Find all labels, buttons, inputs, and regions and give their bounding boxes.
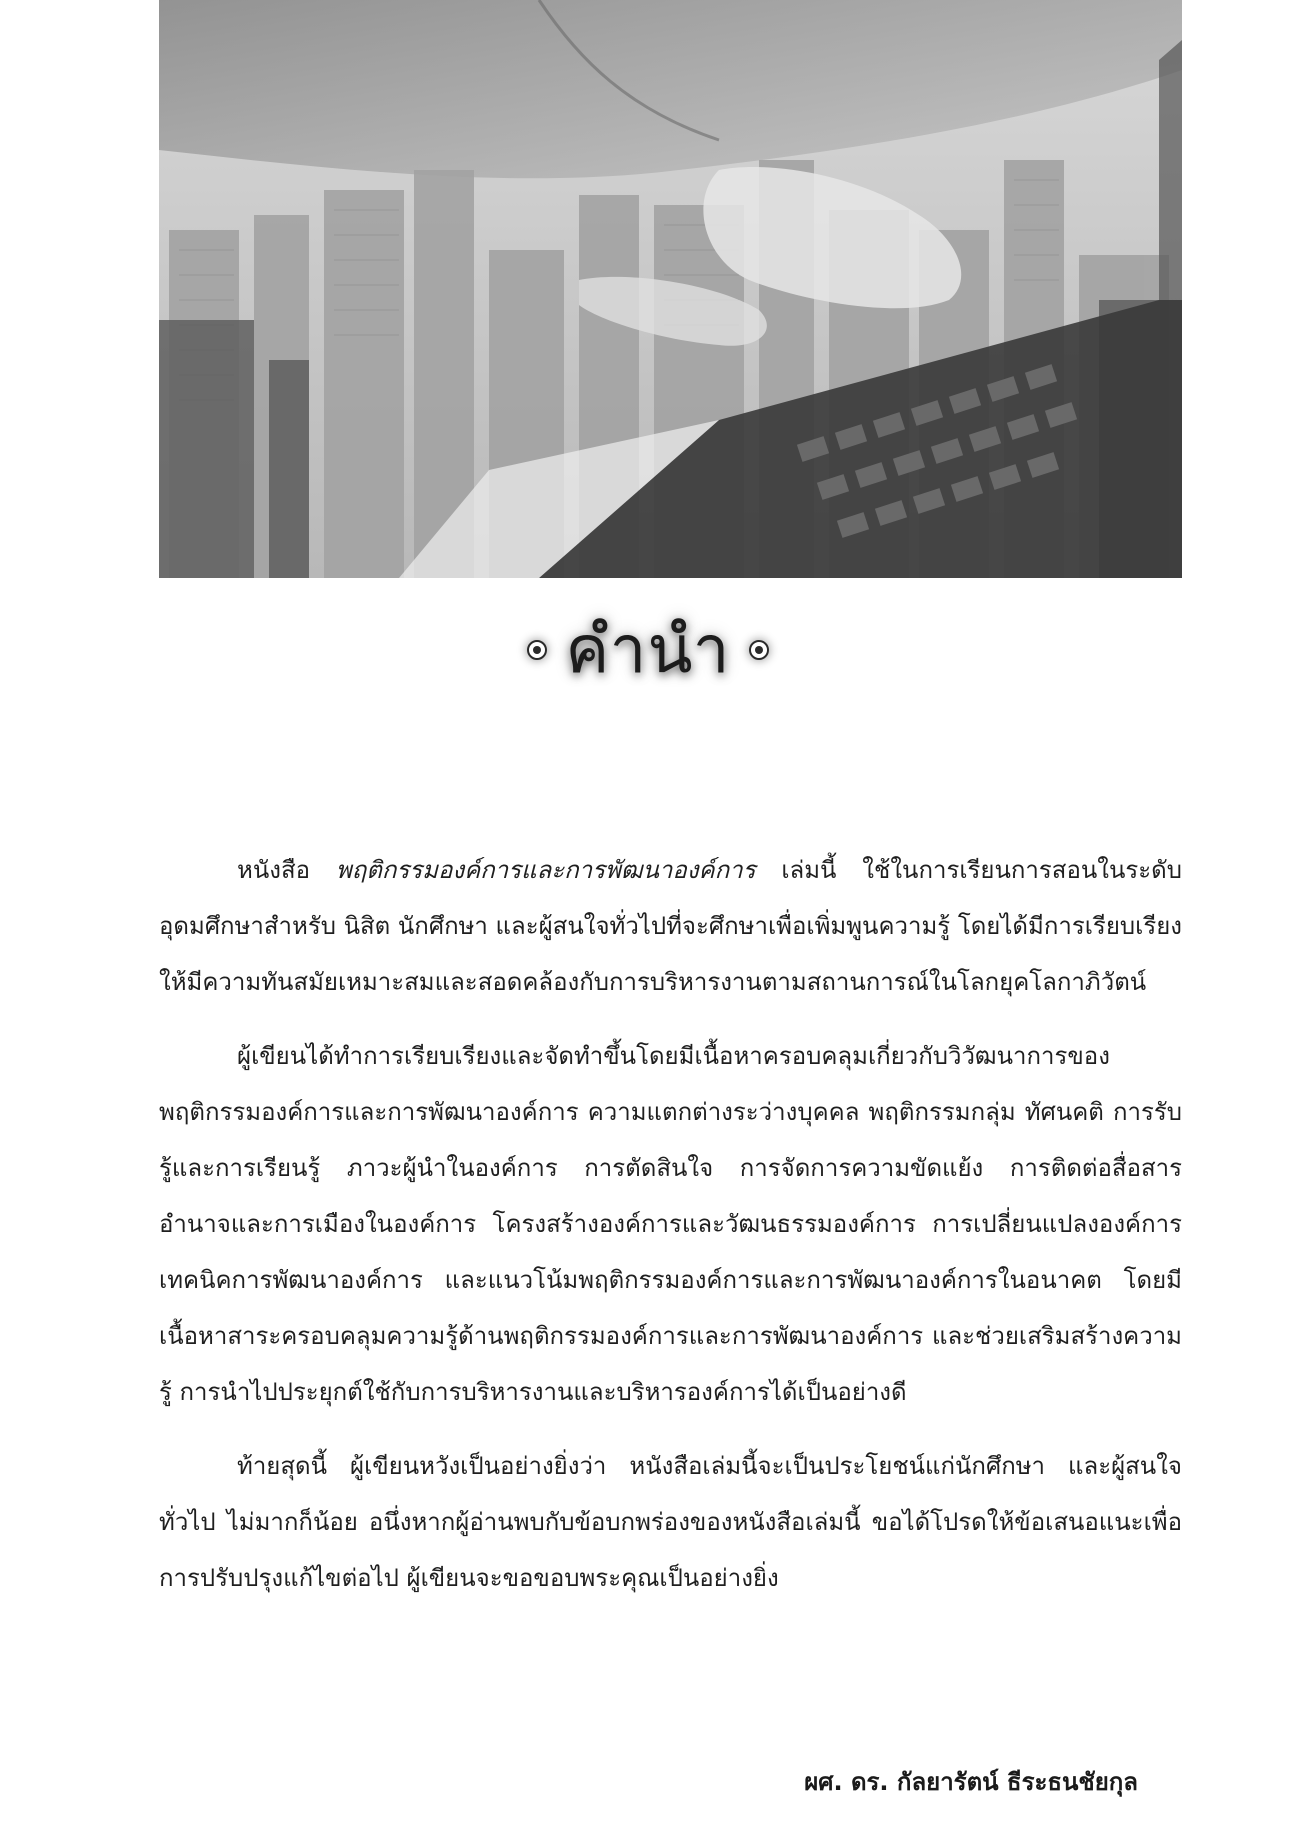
bullet-right-icon — [749, 640, 769, 660]
page-title: คำนำ — [565, 611, 731, 688]
paragraph-1-lead: หนังสือ — [237, 856, 336, 884]
bullet-left-icon — [527, 640, 547, 660]
header-photo — [159, 0, 1182, 578]
paragraph-3: ท้ายสุดนี้ ผู้เขียนหวังเป็นอย่างยิ่งว่า หนังสือเล่มนี้จะเป็นประโยชน์แก่นักศึกษา และผู้สนใจทั่วไป ไม่มากก็น้อย อนึ่งหากผู้อ่านพบกับข้อบกพร่องของหนังสือเล่มนี้ ขอได้โปรดให้ข้อเสนอแนะเพื่อการปรับปรุงแก้ไขต่อไป ผู้เขียนจะขอขอบพระคุณเป็นอย่างยิ่ง — [159, 1452, 1182, 1592]
preface-body — [159, 842, 1182, 1624]
paragraph-1-rest: เล่มนี้ ใช้ในการเรียนการสอนในระดับอุดมศึกษาสำหรับ นิสิต นักศึกษา และผู้สนใจทั่วไปที่จะศึกษาเพื่อเพิ่มพูนความรู้ โดยได้มีการเรียบเรียงให้มีความทันสมัยเหมาะสมและสอดคล้องกับการบริหารงานตามสถานการณ์ในโลกยุคโลกาภิวัตน์ — [159, 856, 1182, 996]
city-keyboard-illustration — [159, 0, 1182, 578]
paragraph-1 — [159, 842, 1182, 1010]
paragraph-2: ผู้เขียนได้ทำการเรียบเรียงและจัดทำขึ้นโดยมีเนื้อหาครอบคลุมเกี่ยวกับวิวัฒนาการของพฤติกรรมองค์การและการพัฒนาองค์การ ความแตกต่างระว่างบุคคล พฤติกรรมกลุ่ม ทัศนคติ การรับรู้และการเรียนรู้ ภาวะผู้นำในองค์การ การตัดสินใจ การจัดการความขัดแย้ง การติดต่อสื่อสาร อำนาจและการเมืองในองค์การ โครงสร้างองค์การและวัฒนธรรมองค์การ การเปลี่ยนแปลงองค์การ เทคนิคการพัฒนาองค์การ และแนวโน้มพฤติกรรมองค์การและการพัฒนาองค์การในอนาคต โดยมีเนื้อหาสาระครอบคลุมความรู้ด้านพฤติกรรมองค์การและการพัฒนาองค์การ และช่วยเสริมสร้างความรู้ การนำไปประยุกต์ใช้กับการบริหารงานและบริหารองค์การได้เป็นอย่างดี — [159, 1042, 1182, 1406]
book-title: พฤติกรรมองค์การและการพัฒนาองค์การ — [335, 856, 756, 884]
heading — [0, 600, 1296, 700]
author-signature: ผศ. ดร. กัลยารัตน์ ธีระธนชัยกุล — [804, 1768, 1138, 1796]
